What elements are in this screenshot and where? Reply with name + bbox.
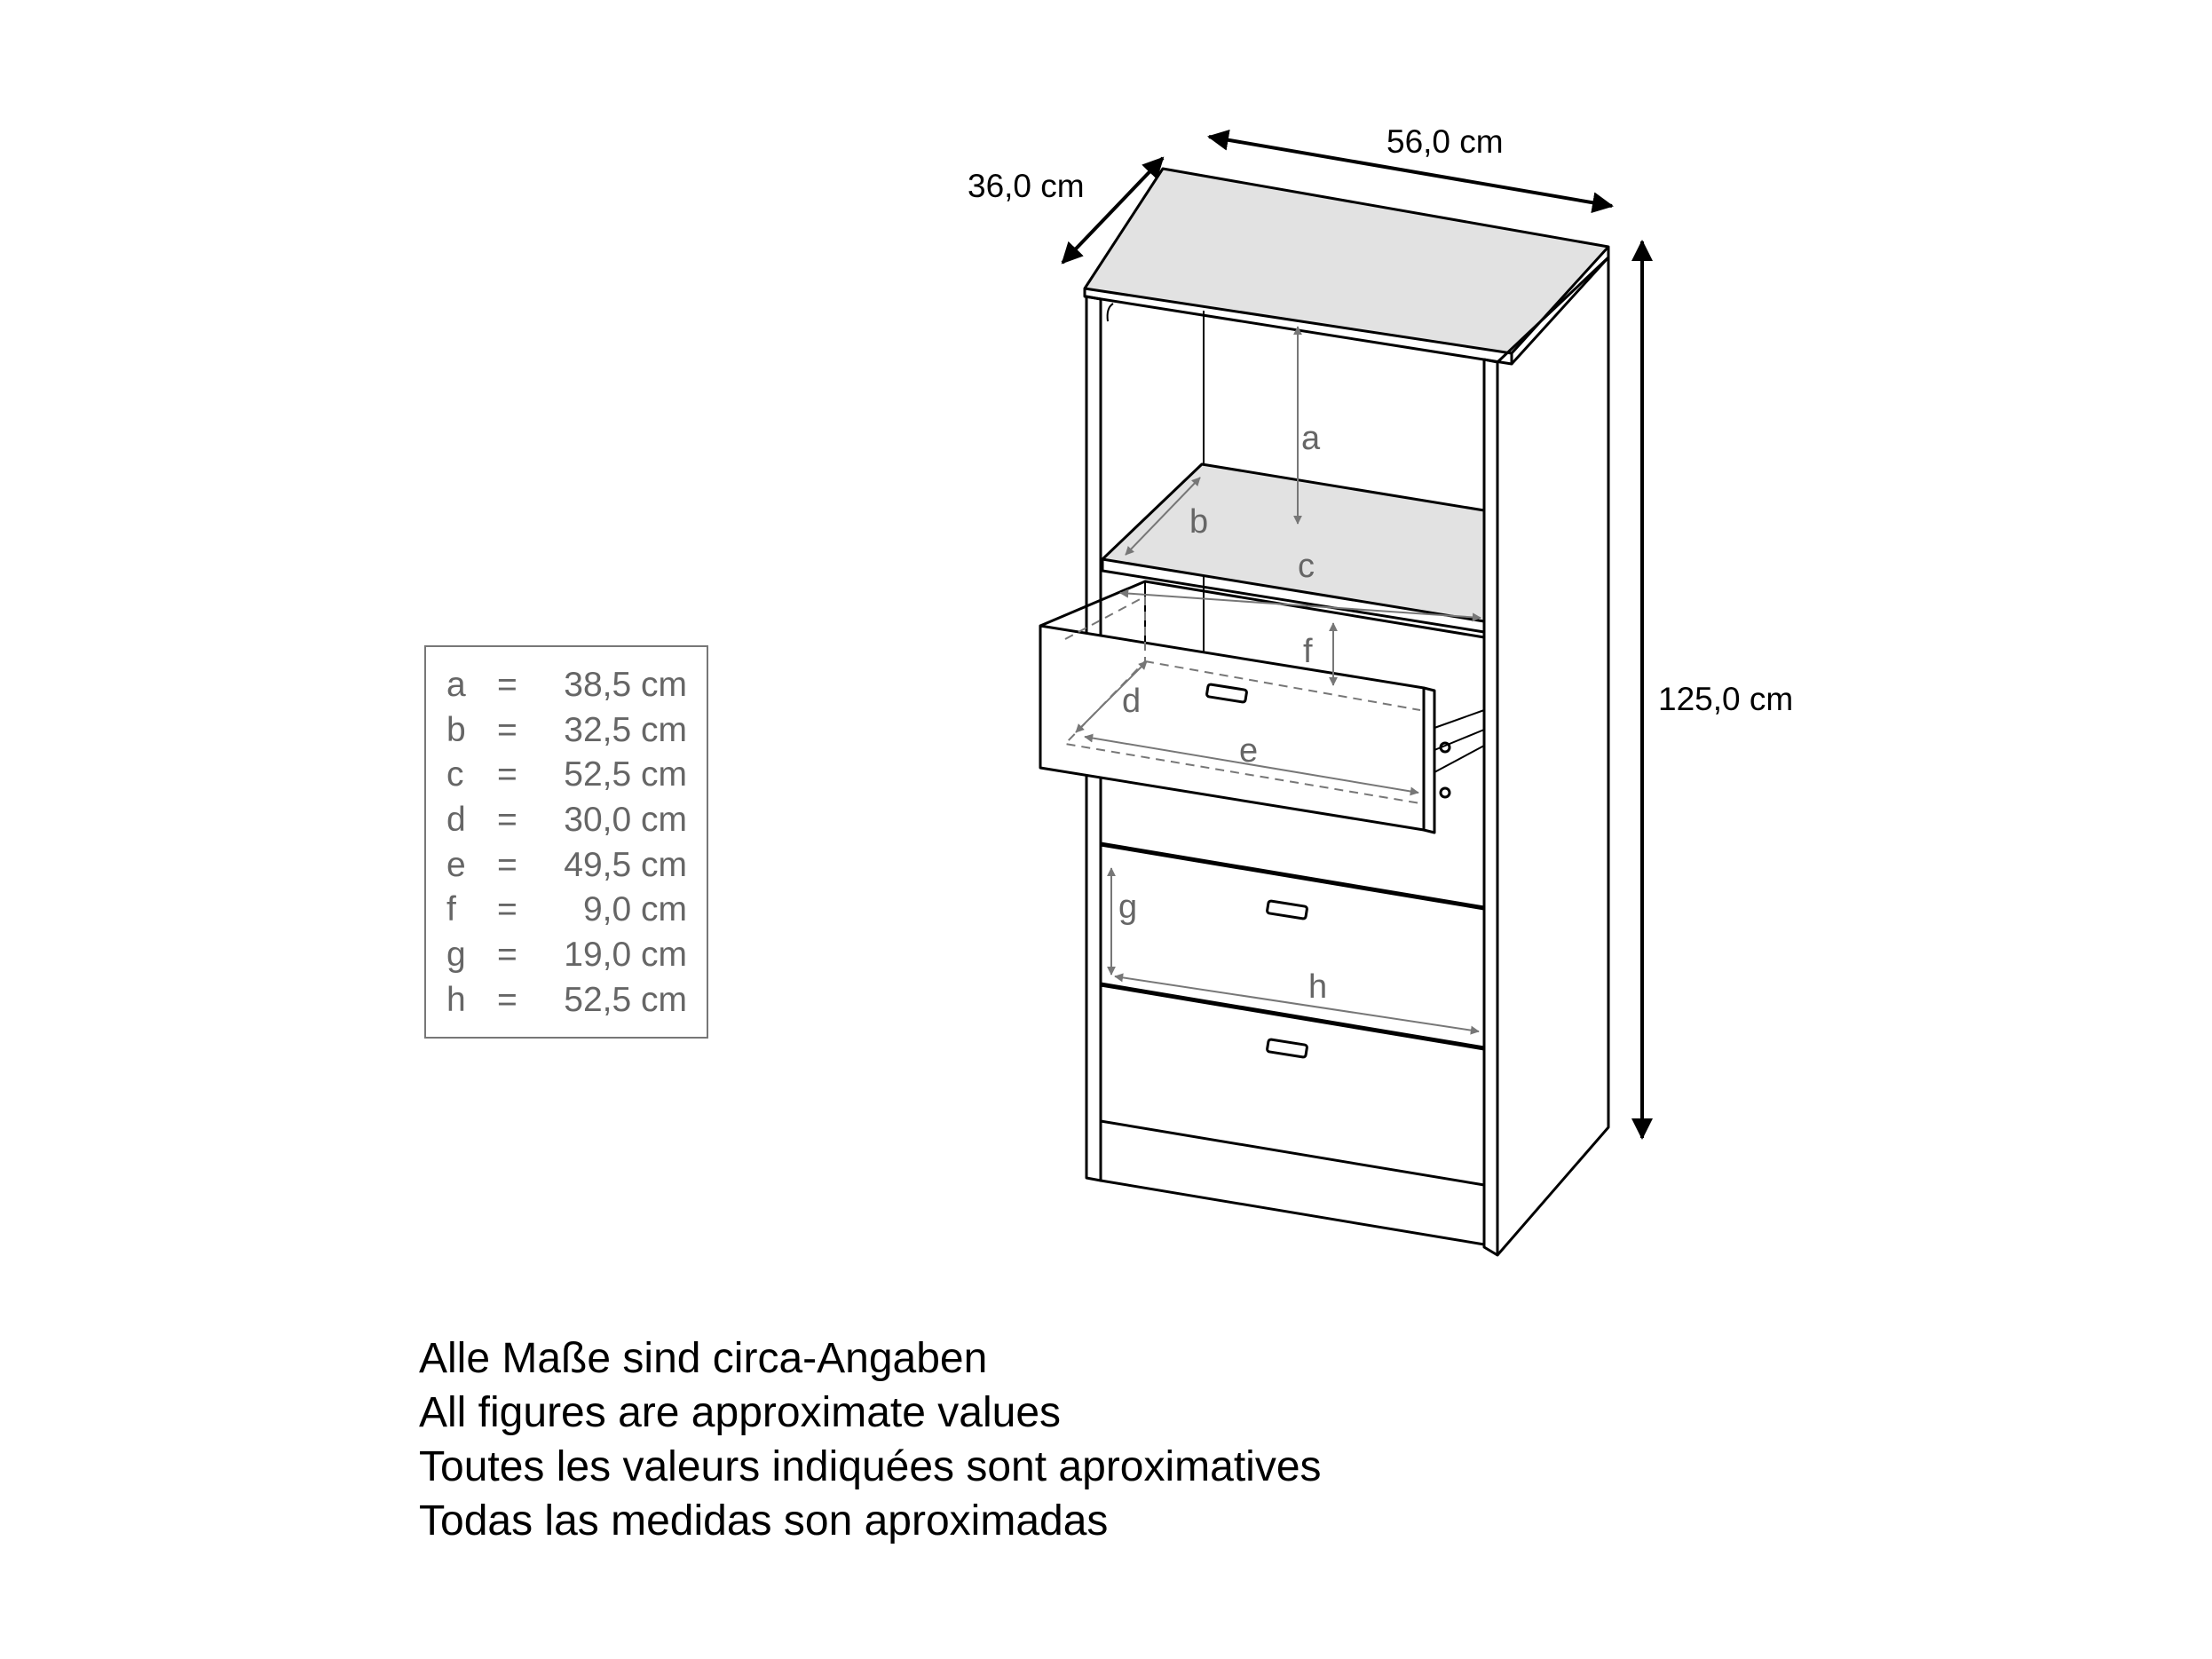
legend-value: 19,0 cm xyxy=(564,936,687,975)
marker-c: c xyxy=(1298,548,1315,585)
legend-equals: = xyxy=(497,755,517,794)
legend-equals: = xyxy=(497,936,517,975)
legend-value: 49,5 cm xyxy=(564,845,687,884)
marker-b: b xyxy=(1189,503,1209,541)
legend-equals: = xyxy=(497,980,517,1019)
legend-row-h xyxy=(426,978,707,1023)
legend-value: 52,5 cm xyxy=(564,980,687,1019)
legend-row-g xyxy=(426,933,707,978)
legend-key: c xyxy=(446,755,464,794)
drawer-handle-3 xyxy=(1267,1039,1307,1058)
right-side-depth xyxy=(1497,257,1608,1255)
marker-g: g xyxy=(1118,889,1138,926)
top-board xyxy=(1085,169,1608,353)
note-english: All figures are approximate values xyxy=(419,1389,1062,1436)
marker-a: a xyxy=(1301,420,1321,457)
legend-value: 9,0 cm xyxy=(582,890,687,929)
width-label: 56,0 cm xyxy=(1386,123,1504,160)
legend-key: a xyxy=(446,666,466,704)
legend-key: b xyxy=(446,710,466,749)
legend-equals: = xyxy=(497,666,517,704)
legend-value: 52,5 cm xyxy=(564,755,687,794)
legend-row-a xyxy=(426,663,707,708)
plinth xyxy=(1101,1123,1484,1244)
legend-row-c xyxy=(426,753,707,798)
legend-row-f xyxy=(426,888,707,933)
right-side-panel xyxy=(1484,359,1497,1255)
marker-h: h xyxy=(1308,968,1328,1006)
note-spanish: Todas las medidas son aproximadas xyxy=(419,1497,1109,1544)
legend-equals: = xyxy=(497,845,517,884)
legend-key: d xyxy=(446,801,466,840)
marker-d: d xyxy=(1122,683,1142,720)
note-german: Alle Maße sind circa-Angaben xyxy=(419,1335,988,1382)
open-drawer-front xyxy=(1040,626,1424,830)
note-french: Toutes les valeurs indiquées sont aproximatives xyxy=(419,1443,1322,1490)
arrow-h xyxy=(1115,976,1479,1031)
drawer-handle-2 xyxy=(1267,901,1307,920)
legend-key: f xyxy=(446,890,456,929)
depth-label: 36,0 cm xyxy=(968,168,1085,204)
legend-value: 32,5 cm xyxy=(564,710,687,749)
legend-row-d xyxy=(426,798,707,843)
legend-equals: = xyxy=(497,890,517,929)
shelf xyxy=(1102,464,1484,621)
drawer-runner xyxy=(1434,710,1484,772)
approximate-values-note xyxy=(419,1331,1322,1548)
legend-key: e xyxy=(446,845,466,884)
legend-equals: = xyxy=(497,801,517,840)
legend-key: g xyxy=(446,936,466,975)
marker-e: e xyxy=(1239,732,1259,770)
height-label: 125,0 cm xyxy=(1658,681,1794,717)
open-drawer xyxy=(1040,581,1484,833)
legend-key: h xyxy=(446,980,466,1019)
legend-value: 38,5 cm xyxy=(564,666,687,704)
legend-row-b xyxy=(426,708,707,754)
marker-f: f xyxy=(1303,633,1313,670)
dimension-legend xyxy=(424,645,708,1039)
legend-value: 30,0 cm xyxy=(564,801,687,840)
legend-row-e xyxy=(426,843,707,889)
legend-equals: = xyxy=(497,710,517,749)
